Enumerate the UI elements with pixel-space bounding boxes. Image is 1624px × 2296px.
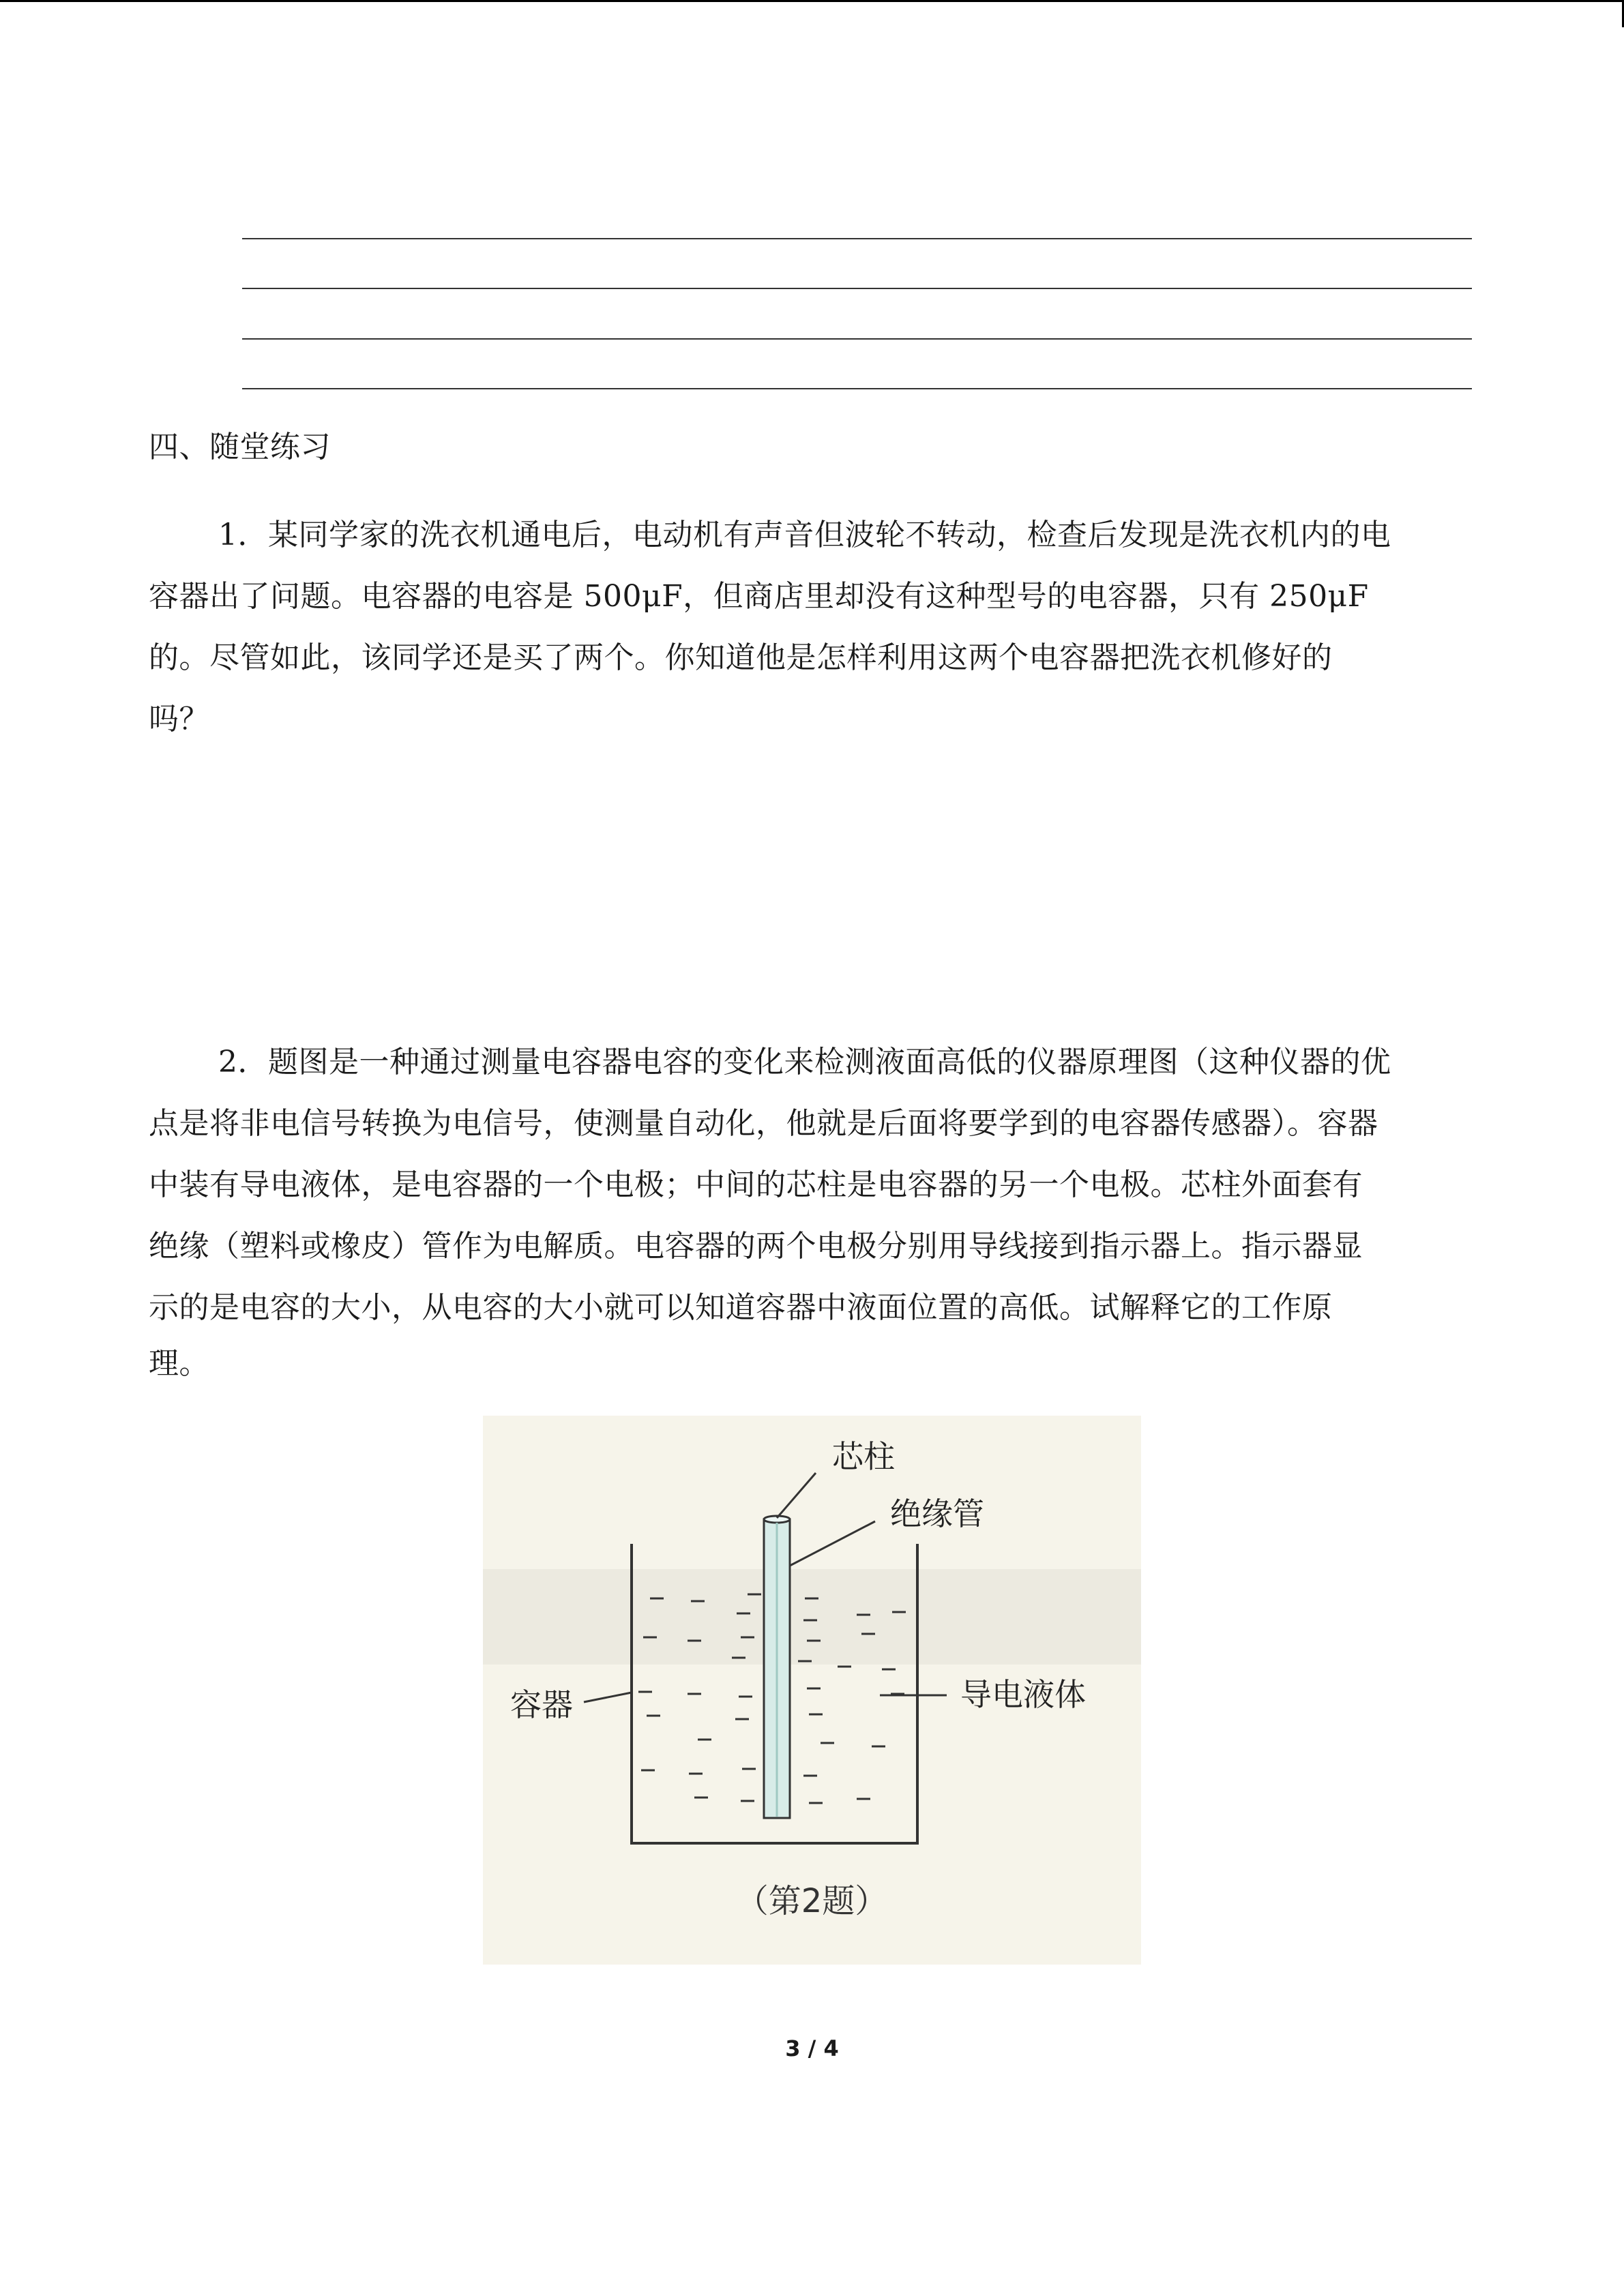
page-number: 3 / 4 [785, 2036, 839, 2061]
figure-diagram [483, 1416, 1141, 1965]
figure-caption: （第2题） [735, 1882, 888, 1920]
question-1-line: 容器出了问题。电容器的电容是 500μF，但商店里却没有这种型号的电容器，只有 250μF [149, 579, 1369, 614]
section-title: 四、随堂练习 [149, 430, 331, 464]
page-top-border [0, 0, 1624, 2]
label-container: 容器 [510, 1686, 573, 1723]
label-conductive-liquid: 导电液体 [960, 1676, 1086, 1713]
answer-line [242, 288, 1472, 289]
background-band [483, 1569, 1141, 1665]
question-2-line: 中装有导电液体，是电容器的一个电极；中间的芯柱是电容器的另一个电极。芯柱外面套有 [149, 1167, 1363, 1202]
answer-line [242, 338, 1472, 340]
label-insulating-tube: 绝缘管 [890, 1495, 984, 1532]
question-1-line: 的。尽管如此，该同学还是买了两个。你知道他是怎样利用这两个电容器把洗衣机修好的 [149, 640, 1333, 675]
capacitor-level-sensor-figure [483, 1416, 1141, 1965]
question-2-line: 2．题图是一种通过测量电容器电容的变化来检测液面高低的仪器原理图（这种仪器的优 [218, 1045, 1391, 1079]
tube-leader-line [790, 1521, 875, 1566]
question-2-line: 绝缘（塑料或橡皮）管作为电解质。电容器的两个电极分别用导线接到指示器上。指示器显 [149, 1229, 1363, 1264]
question-1-line: 1．某同学家的洗衣机通电后，电动机有声音但波轮不转动，检查后发现是洗衣机内的电 [218, 518, 1391, 552]
core-leader-line [777, 1473, 816, 1518]
container-leader-line [584, 1693, 632, 1702]
question-1-line: 吗？ [149, 702, 209, 736]
label-core: 芯柱 [832, 1438, 895, 1475]
question-2-line: 点是将非电信号转换为电信号，使测量自动化，他就是后面将要学到的电容器传感器）。容器 [149, 1106, 1378, 1141]
question-2-line: 示的是电容的大小，从电容的大小就可以知道容器中液面位置的高低。试解释它的工作原 [149, 1290, 1333, 1325]
question-2-line: 理。 [149, 1346, 209, 1381]
answer-line [242, 388, 1472, 389]
answer-line [242, 238, 1472, 239]
